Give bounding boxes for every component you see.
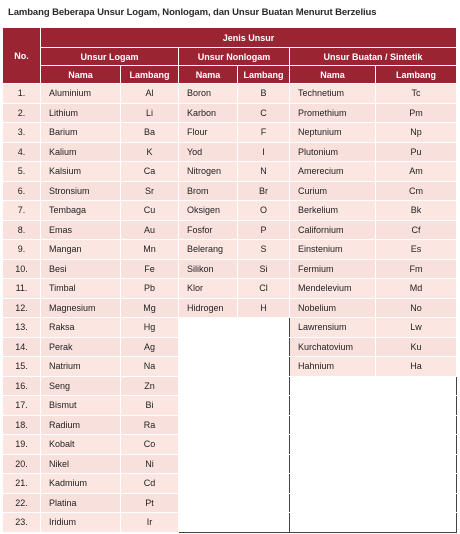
logam-nama-cell: Aluminium (41, 84, 121, 104)
nonlogam-lambang-cell: F (238, 123, 290, 143)
buatan-lambang-cell: Lw (376, 318, 457, 338)
empty-cell (238, 454, 290, 474)
empty-cell (238, 376, 290, 396)
empty-cell (238, 435, 290, 455)
nonlogam-nama-cell: Belerang (179, 240, 238, 260)
table-row (3, 454, 457, 474)
row-number: 17. (3, 396, 41, 416)
nonlogam-lambang-cell: C (238, 103, 290, 123)
table-row (3, 240, 457, 260)
row-number: 3. (3, 123, 41, 143)
table-row (3, 103, 457, 123)
empty-cell (179, 357, 238, 377)
buatan-lambang-cell: Bk (376, 201, 457, 221)
nonlogam-nama-cell: Klor (179, 279, 238, 299)
table-row (3, 220, 457, 240)
buatan-lambang-cell: Am (376, 162, 457, 182)
nonlogam-lambang-cell: H (238, 298, 290, 318)
row-number: 21. (3, 474, 41, 494)
empty-cell (238, 396, 290, 416)
empty-cell (376, 454, 457, 474)
table-row (3, 376, 457, 396)
logam-lambang-cell: Ra (121, 415, 179, 435)
row-number: 13. (3, 318, 41, 338)
table-row (3, 415, 457, 435)
empty-cell (376, 396, 457, 416)
buatan-nama-cell: Plutonium (290, 142, 376, 162)
row-number: 15. (3, 357, 41, 377)
logam-nama-cell: Radium (41, 415, 121, 435)
logam-lambang-cell: Al (121, 84, 179, 104)
table-body (3, 84, 457, 533)
buatan-nama-cell: Nobelium (290, 298, 376, 318)
logam-nama-cell: Natrium (41, 357, 121, 377)
nonlogam-lambang-cell: Br (238, 181, 290, 201)
buatan-nama-cell: Curium (290, 181, 376, 201)
elements-table (2, 27, 457, 533)
nonlogam-lambang-cell: N (238, 162, 290, 182)
logam-nama-cell: Magnesium (41, 298, 121, 318)
logam-nama-cell: Nikel (41, 454, 121, 474)
table-row (3, 279, 457, 299)
buatan-lambang-cell: Md (376, 279, 457, 299)
buatan-nama-cell: Neptunium (290, 123, 376, 143)
logam-lambang-cell: Cu (121, 201, 179, 221)
buatan-nama-cell: Kurchatovium (290, 337, 376, 357)
empty-cell (179, 415, 238, 435)
logam-nama-cell: Mangan (41, 240, 121, 260)
logam-lambang-cell: Mg (121, 298, 179, 318)
empty-cell (238, 415, 290, 435)
row-number: 6. (3, 181, 41, 201)
logam-nama-cell: Lithium (41, 103, 121, 123)
empty-cell (179, 376, 238, 396)
empty-cell (179, 474, 238, 494)
row-number: 16. (3, 376, 41, 396)
logam-lambang-cell: K (121, 142, 179, 162)
nonlogam-nama-cell: Karbon (179, 103, 238, 123)
table-row (3, 142, 457, 162)
header-nama-logam: Nama (41, 66, 121, 84)
nonlogam-nama-cell: Silikon (179, 259, 238, 279)
empty-cell (179, 493, 238, 513)
buatan-nama-cell: Mendelevium (290, 279, 376, 299)
empty-cell (290, 396, 376, 416)
table-row (3, 513, 457, 533)
empty-cell (238, 493, 290, 513)
buatan-lambang-cell: Pu (376, 142, 457, 162)
logam-nama-cell: Stronsium (41, 181, 121, 201)
table-row (3, 259, 457, 279)
buatan-nama-cell: Technetium (290, 84, 376, 104)
table-row (3, 123, 457, 143)
logam-nama-cell: Platina (41, 493, 121, 513)
empty-cell (376, 513, 457, 533)
buatan-lambang-cell: Pm (376, 103, 457, 123)
buatan-nama-cell: Promethium (290, 103, 376, 123)
logam-lambang-cell: Bi (121, 396, 179, 416)
logam-lambang-cell: Ir (121, 513, 179, 533)
logam-nama-cell: Barium (41, 123, 121, 143)
row-number: 11. (3, 279, 41, 299)
buatan-lambang-cell: Ku (376, 337, 457, 357)
table-row (3, 181, 457, 201)
buatan-lambang-cell: Cf (376, 220, 457, 240)
empty-cell (238, 357, 290, 377)
header-unsur-buatan: Unsur Buatan / Sintetik (290, 48, 457, 66)
buatan-nama-cell: Lawrensium (290, 318, 376, 338)
empty-cell (179, 396, 238, 416)
logam-lambang-cell: Li (121, 103, 179, 123)
nonlogam-lambang-cell: O (238, 201, 290, 221)
empty-cell (290, 474, 376, 494)
logam-lambang-cell: Ni (121, 454, 179, 474)
empty-cell (179, 435, 238, 455)
nonlogam-nama-cell: Fosfor (179, 220, 238, 240)
row-number: 2. (3, 103, 41, 123)
nonlogam-lambang-cell: P (238, 220, 290, 240)
logam-lambang-cell: Na (121, 357, 179, 377)
table-row (3, 357, 457, 377)
table-row (3, 201, 457, 221)
buatan-lambang-cell: No (376, 298, 457, 318)
logam-nama-cell: Emas (41, 220, 121, 240)
logam-nama-cell: Kalsium (41, 162, 121, 182)
row-number: 14. (3, 337, 41, 357)
row-number: 10. (3, 259, 41, 279)
empty-cell (376, 493, 457, 513)
header-lambang-logam: Lambang (121, 66, 179, 84)
header-lambang-buatan: Lambang (376, 66, 457, 84)
logam-lambang-cell: Hg (121, 318, 179, 338)
header-jenis-unsur: Jenis Unsur (41, 28, 457, 48)
row-number: 1. (3, 84, 41, 104)
row-number: 8. (3, 220, 41, 240)
row-number: 12. (3, 298, 41, 318)
row-number: 18. (3, 415, 41, 435)
logam-nama-cell: Perak (41, 337, 121, 357)
row-number: 19. (3, 435, 41, 455)
table-row (3, 298, 457, 318)
logam-lambang-cell: Au (121, 220, 179, 240)
logam-lambang-cell: Mn (121, 240, 179, 260)
header-nama-buatan: Nama (290, 66, 376, 84)
table-row (3, 318, 457, 338)
empty-cell (179, 454, 238, 474)
table-title: Lambang Beberapa Unsur Logam, Nonlogam, dan Unsur Buatan Menurut Berzelius (8, 7, 377, 18)
buatan-lambang-cell: Fm (376, 259, 457, 279)
logam-lambang-cell: Pb (121, 279, 179, 299)
nonlogam-lambang-cell: I (238, 142, 290, 162)
nonlogam-nama-cell: Nitrogen (179, 162, 238, 182)
row-number: 23. (3, 513, 41, 533)
nonlogam-nama-cell: Boron (179, 84, 238, 104)
logam-nama-cell: Timbal (41, 279, 121, 299)
logam-lambang-cell: Fe (121, 259, 179, 279)
table-row (3, 84, 457, 104)
buatan-nama-cell: Einstenium (290, 240, 376, 260)
table-row (3, 337, 457, 357)
nonlogam-nama-cell: Oksigen (179, 201, 238, 221)
logam-lambang-cell: Cd (121, 474, 179, 494)
nonlogam-lambang-cell: S (238, 240, 290, 260)
buatan-lambang-cell: Es (376, 240, 457, 260)
logam-nama-cell: Seng (41, 376, 121, 396)
buatan-nama-cell: Hahnium (290, 357, 376, 377)
logam-lambang-cell: Sr (121, 181, 179, 201)
table-row (3, 162, 457, 182)
logam-nama-cell: Bismut (41, 396, 121, 416)
row-number: 22. (3, 493, 41, 513)
logam-nama-cell: Kadmium (41, 474, 121, 494)
buatan-nama-cell: Berkelium (290, 201, 376, 221)
nonlogam-nama-cell: Hidrogen (179, 298, 238, 318)
buatan-lambang-cell: Cm (376, 181, 457, 201)
empty-cell (376, 376, 457, 396)
buatan-lambang-cell: Np (376, 123, 457, 143)
empty-cell (238, 318, 290, 338)
buatan-nama-cell: Fermium (290, 259, 376, 279)
table-row (3, 493, 457, 513)
row-number: 4. (3, 142, 41, 162)
header-no: No. (3, 28, 41, 84)
logam-nama-cell: Tembaga (41, 201, 121, 221)
logam-lambang-cell: Ag (121, 337, 179, 357)
logam-nama-cell: Raksa (41, 318, 121, 338)
row-number: 7. (3, 201, 41, 221)
header-unsur-nonlogam: Unsur Nonlogam (179, 48, 290, 66)
row-number: 5. (3, 162, 41, 182)
empty-cell (238, 474, 290, 494)
nonlogam-nama-cell: Brom (179, 181, 238, 201)
table-row (3, 435, 457, 455)
nonlogam-lambang-cell: Cl (238, 279, 290, 299)
header-unsur-logam: Unsur Logam (41, 48, 179, 66)
empty-cell (179, 318, 238, 338)
row-number: 9. (3, 240, 41, 260)
logam-lambang-cell: Pt (121, 493, 179, 513)
empty-cell (290, 493, 376, 513)
empty-cell (290, 376, 376, 396)
buatan-lambang-cell: Ha (376, 357, 457, 377)
nonlogam-nama-cell: Flour (179, 123, 238, 143)
logam-lambang-cell: Co (121, 435, 179, 455)
empty-cell (376, 435, 457, 455)
buatan-lambang-cell: Tc (376, 84, 457, 104)
buatan-nama-cell: Californium (290, 220, 376, 240)
nonlogam-lambang-cell: Si (238, 259, 290, 279)
empty-cell (238, 513, 290, 533)
empty-cell (238, 337, 290, 357)
empty-cell (179, 513, 238, 533)
empty-cell (290, 454, 376, 474)
empty-cell (290, 415, 376, 435)
empty-cell (290, 513, 376, 533)
empty-cell (290, 435, 376, 455)
empty-cell (376, 415, 457, 435)
nonlogam-nama-cell: Yod (179, 142, 238, 162)
logam-lambang-cell: Ba (121, 123, 179, 143)
header-lambang-nonlogam: Lambang (238, 66, 290, 84)
table-row (3, 396, 457, 416)
logam-lambang-cell: Ca (121, 162, 179, 182)
logam-nama-cell: Kobalt (41, 435, 121, 455)
header-nama-nonlogam: Nama (179, 66, 238, 84)
logam-nama-cell: Iridium (41, 513, 121, 533)
logam-nama-cell: Kalium (41, 142, 121, 162)
logam-lambang-cell: Zn (121, 376, 179, 396)
empty-cell (376, 474, 457, 494)
empty-cell (179, 337, 238, 357)
table-row (3, 474, 457, 494)
buatan-nama-cell: Amerecium (290, 162, 376, 182)
row-number: 20. (3, 454, 41, 474)
nonlogam-lambang-cell: B (238, 84, 290, 104)
logam-nama-cell: Besi (41, 259, 121, 279)
